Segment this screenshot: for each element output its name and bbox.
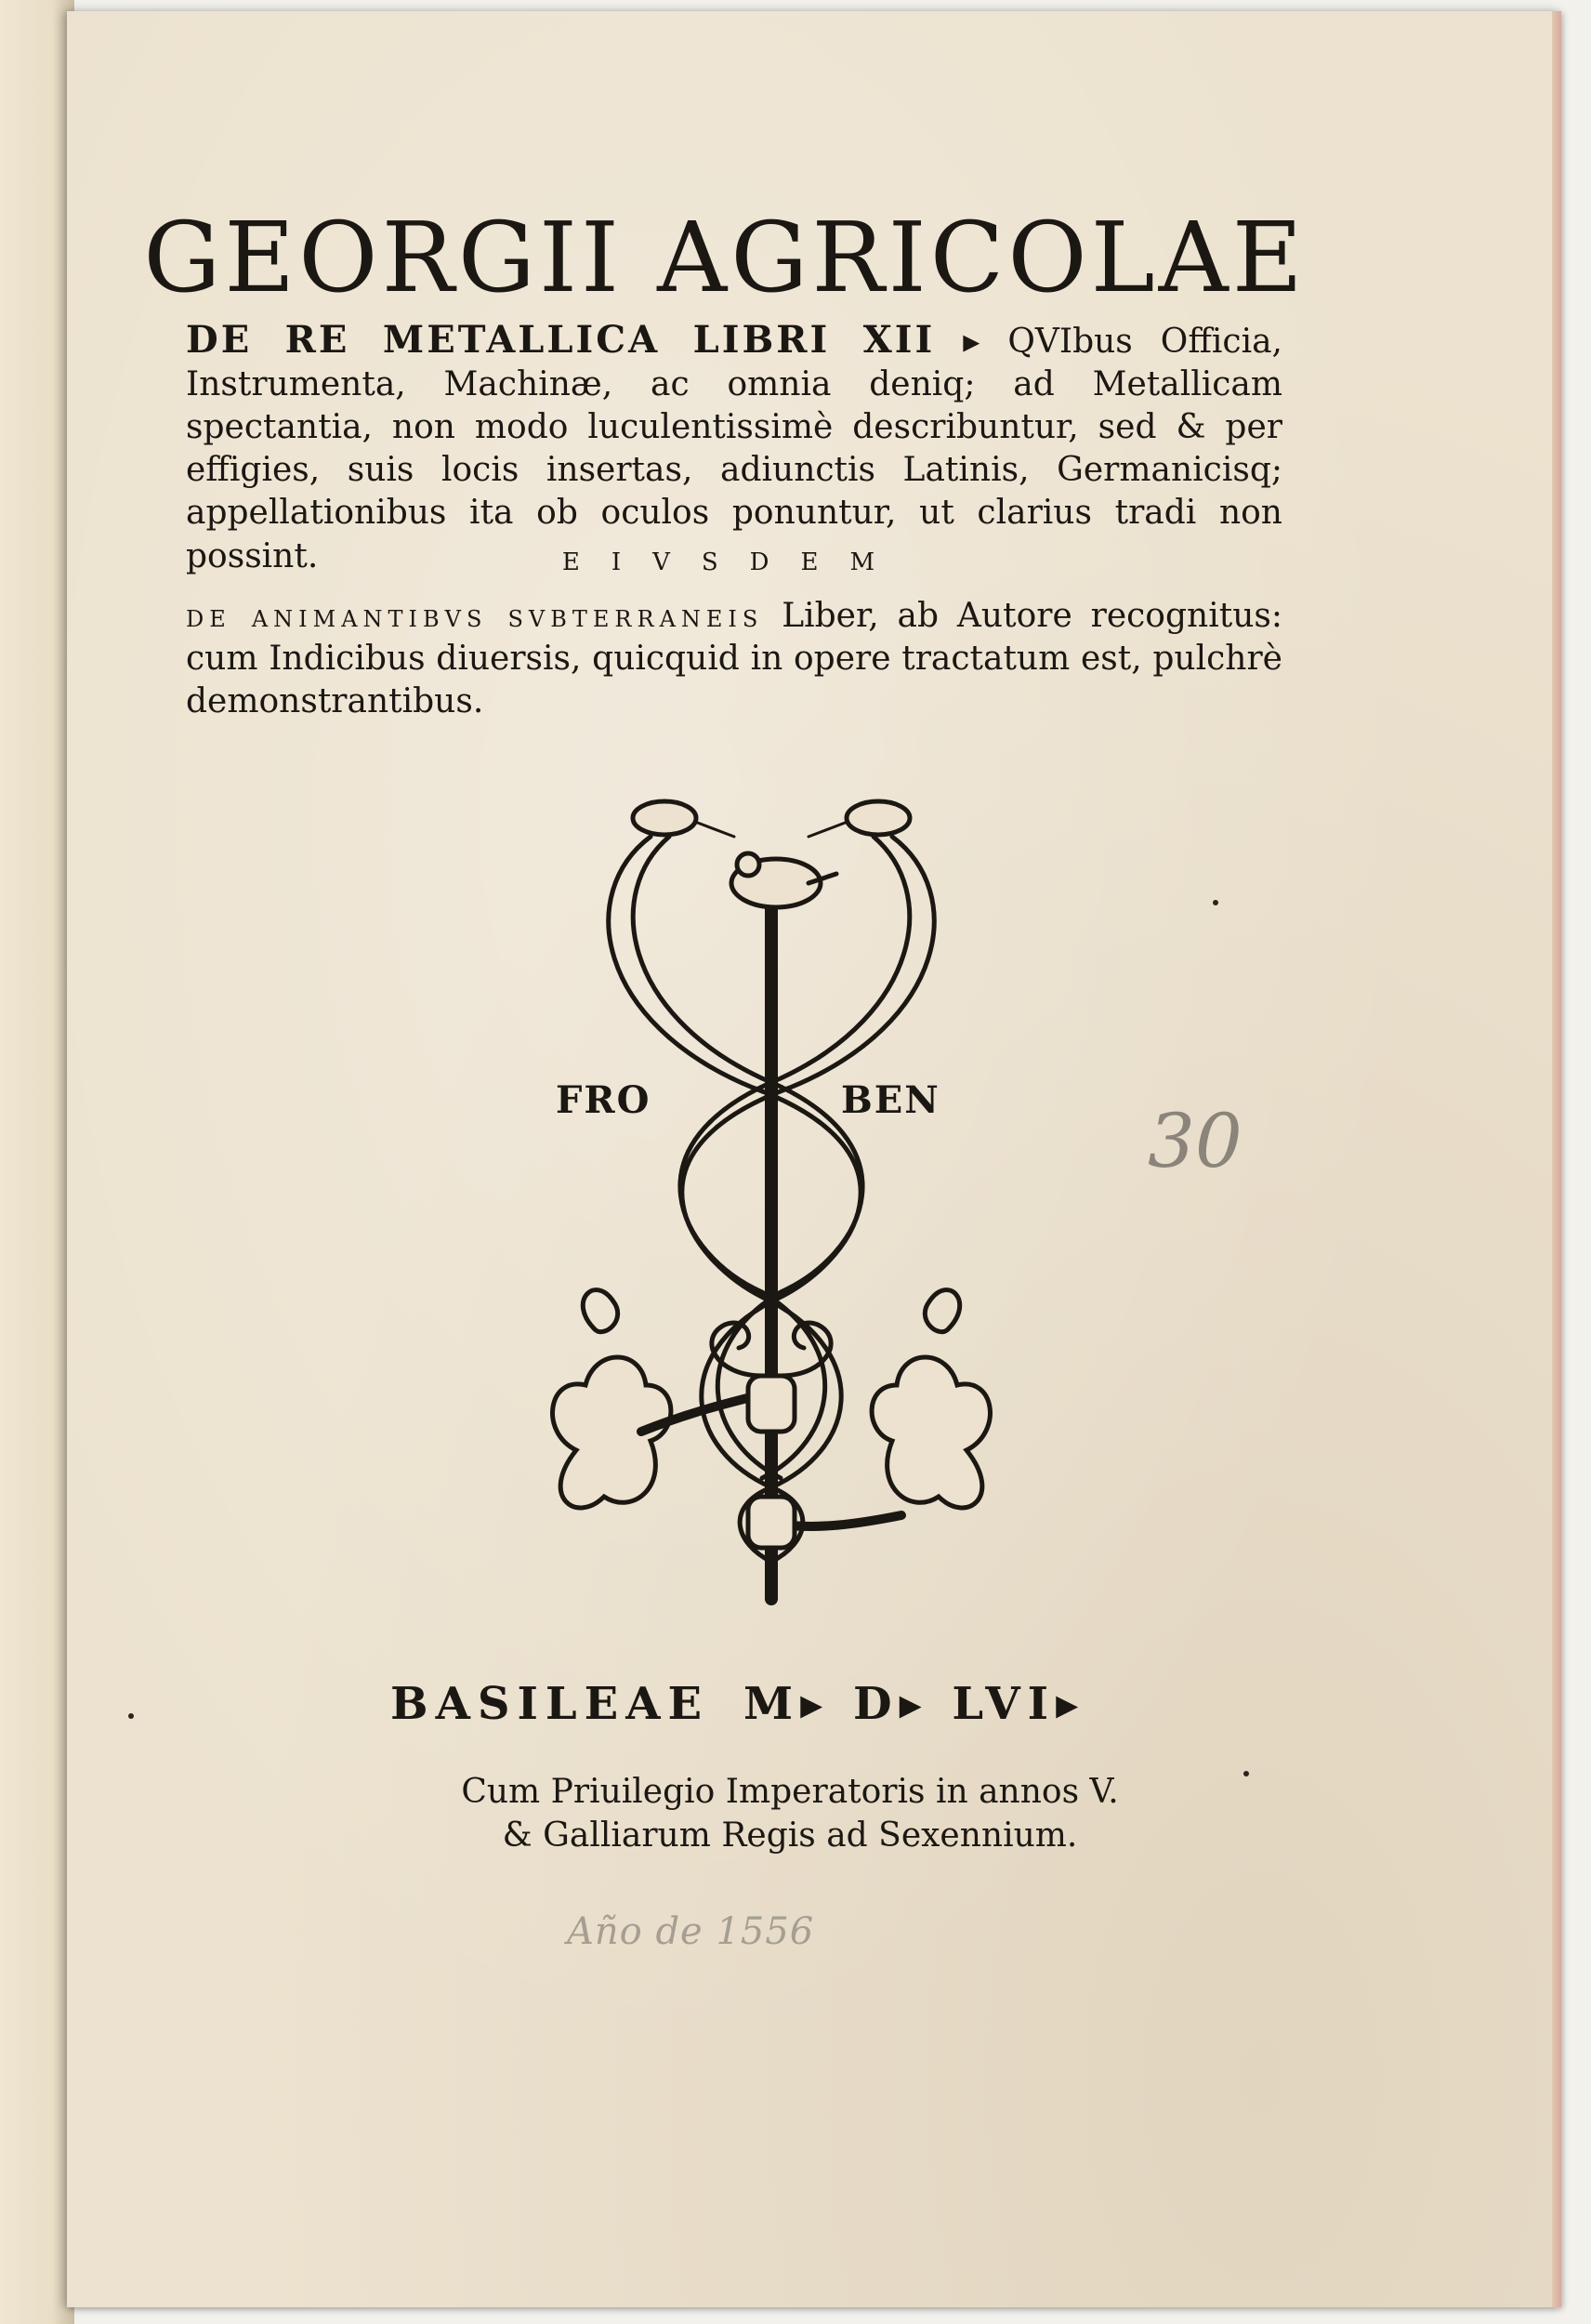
- page-edge: [1552, 11, 1561, 2307]
- ink-speck: [1243, 1771, 1249, 1776]
- facing-page-edge: [0, 0, 74, 2324]
- froben-printer-device-woodcut: [539, 781, 1004, 1636]
- author-title: GEORGII AGRICOLAE: [143, 201, 1307, 314]
- privilege-line-1: Cum Priuilegio Imperatoris in annos V.: [461, 1773, 1119, 1811]
- printer-mark-left-text: FRO: [556, 1078, 651, 1122]
- handwritten-year-annotation: Año de 1556: [567, 1910, 815, 1953]
- margin-number-text: 30: [1148, 1098, 1243, 1184]
- printer-mark-right-text: BEN: [841, 1078, 940, 1122]
- handwritten-margin-number: [1138, 1092, 1324, 1222]
- book-title-caps: DE RE METALLICA LIBRI XII: [186, 318, 936, 362]
- privilege-line-2: & Galliarum Regis ad Sexennium.: [502, 1816, 1078, 1855]
- ink-speck: [1213, 900, 1218, 905]
- eiusdem-heading: EIVSDEM: [561, 548, 907, 576]
- imprint-date: M▸ D▸ LVI▸: [743, 1678, 1086, 1730]
- book-title-paragraph: [186, 316, 1282, 578]
- animantibus-paragraph: [186, 595, 1282, 723]
- ink-speck: [128, 1713, 134, 1719]
- book-title-text: ▸ QVIbus Officia, Instrumenta, Machinæ, ac omnia deniq; ad Metallicam spectantia, non modo luculentissimè describuntur, sed & per effigies, suis locis insertas, adiunctis Latinis, Germanicisq; appellationibus ita ob oculos ponuntur, ut clarius tradi non possint.: [186, 323, 1282, 575]
- animantibus-caps: DE ANIMANTIBVS SVBTERRANEIS: [186, 606, 764, 632]
- animantibus-text: Liber, ab Autore recognitus: cum Indicibus diuersis, quicquid in opere tractatum est, pulchrè demonstrantibus.: [186, 597, 1282, 721]
- imprint-place: BASILEAE: [390, 1678, 710, 1730]
- privilege-statement: [279, 1771, 1301, 1858]
